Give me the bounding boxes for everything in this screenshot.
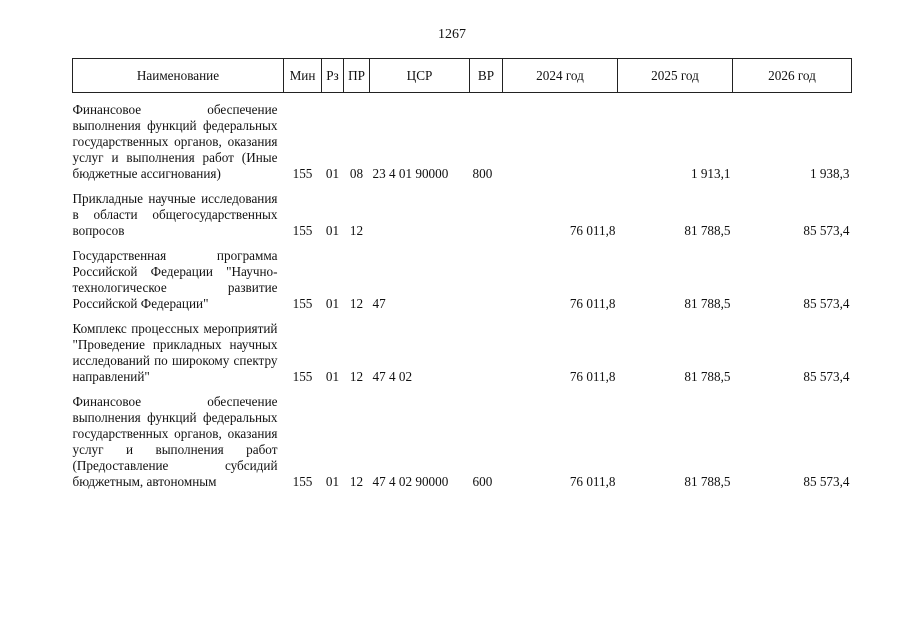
row-pr: 12: [349, 369, 364, 384]
table-header-row: [73, 59, 852, 93]
row-csr: 47 4 02: [372, 369, 413, 384]
table-row: [73, 312, 852, 385]
header-2026: 2026 год: [733, 59, 852, 93]
row-name: Финансовое обеспечение выполнения функций федеральных государственных органов, оказания услуг и выполнения работ (Предоставление субсидий бюджетным, автономным: [72, 394, 278, 489]
row-2025: 1 913,1: [690, 166, 731, 181]
row-csr: 23 4 01 90000: [372, 166, 449, 181]
row-min: 155: [292, 166, 313, 181]
row-2024: 76 011,8: [569, 474, 616, 489]
row-2026: 85 573,4: [803, 369, 850, 384]
row-min: 155: [292, 296, 313, 311]
row-2026: 85 573,4: [803, 296, 850, 311]
row-2025: 81 788,5: [684, 223, 731, 238]
row-pr: 12: [349, 474, 364, 489]
row-csr: [370, 182, 470, 239]
row-name: Прикладные научные исследования в области общегосударственных вопросов: [72, 191, 278, 238]
row-2026: 85 573,4: [803, 223, 850, 238]
budget-table: [72, 58, 852, 490]
row-2024: 76 011,8: [569, 223, 616, 238]
row-2024: 76 011,8: [569, 369, 616, 384]
table-row: [73, 93, 852, 183]
row-min: 155: [292, 223, 313, 238]
row-name: Государственная программа Российской Федерации "Научно-технологическое развитие Российской Федерации": [72, 248, 278, 311]
header-csr: ЦСР: [370, 59, 470, 93]
row-vr: [470, 182, 503, 239]
row-pr: 12: [349, 296, 364, 311]
row-2026: 85 573,4: [803, 474, 850, 489]
page-number: 1267: [438, 27, 466, 42]
row-min: 155: [292, 369, 313, 384]
row-2024: 76 011,8: [569, 296, 616, 311]
row-csr: 47 4 02 90000: [372, 474, 449, 489]
row-2024: [503, 93, 618, 183]
row-pr: 12: [349, 223, 364, 238]
header-2025: 2025 год: [618, 59, 733, 93]
row-rz: 01: [325, 296, 340, 311]
row-rz: 01: [325, 474, 340, 489]
row-csr: 47: [372, 296, 386, 311]
table-row: [73, 182, 852, 239]
table-row: [73, 239, 852, 312]
row-vr: [470, 239, 503, 312]
header-rz: Рз: [322, 59, 344, 93]
header-name: Наименование: [73, 59, 284, 93]
row-vr: 800: [472, 166, 493, 181]
table-row: [73, 385, 852, 490]
row-vr: [470, 312, 503, 385]
row-name: Комплекс процессных мероприятий "Проведение прикладных научных исследований по широкому спектру направлений": [72, 321, 278, 384]
header-2024: 2024 год: [503, 59, 618, 93]
header-min: Мин: [284, 59, 322, 93]
row-rz: 01: [325, 369, 340, 384]
row-rz: 01: [325, 223, 340, 238]
row-vr: 600: [472, 474, 493, 489]
row-2025: 81 788,5: [684, 296, 731, 311]
row-name: Финансовое обеспечение выполнения функций федеральных государственных органов, оказания услуг и выполнения работ (Иные бюджетные ассигнования): [72, 102, 278, 181]
row-2025: 81 788,5: [684, 369, 731, 384]
row-min: 155: [292, 474, 313, 489]
header-pr: ПР: [344, 59, 370, 93]
row-2026: 1 938,3: [809, 166, 850, 181]
row-pr: 08: [349, 166, 364, 181]
header-vr: ВР: [470, 59, 503, 93]
row-rz: 01: [325, 166, 340, 181]
row-2025: 81 788,5: [684, 474, 731, 489]
